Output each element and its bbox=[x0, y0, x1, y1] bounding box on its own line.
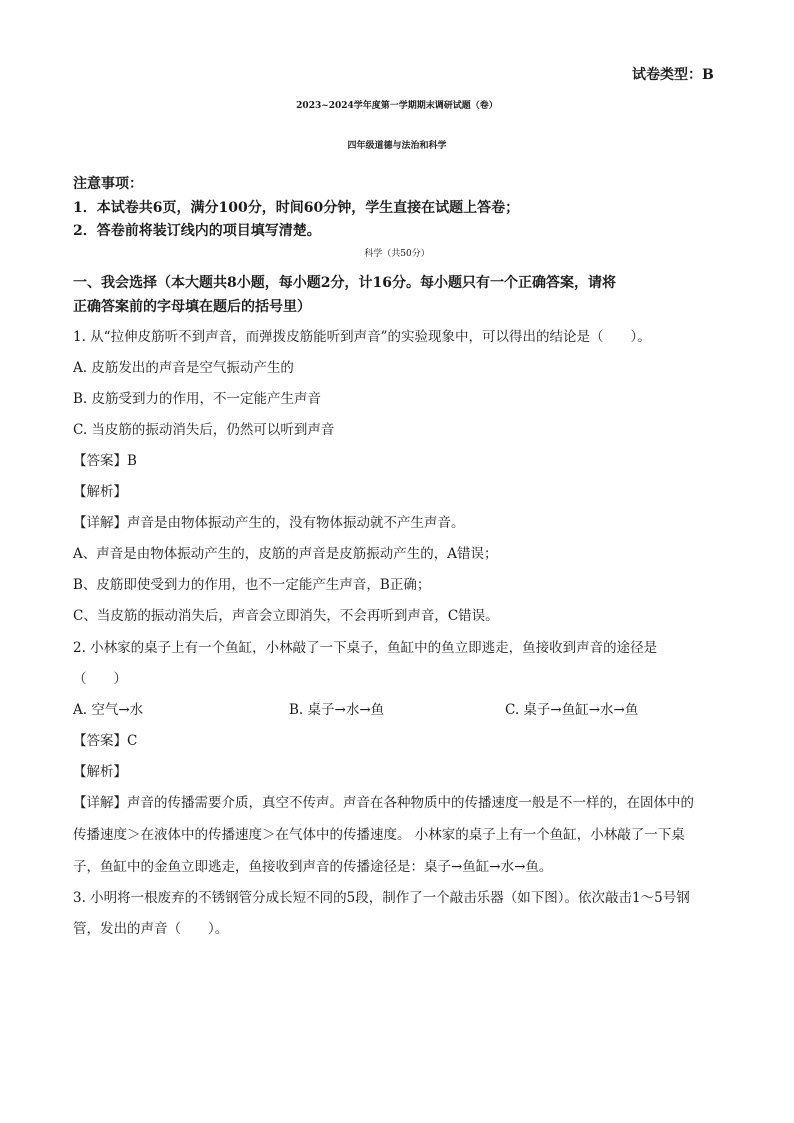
option-c: C. 当皮筋的振动消失后，仍然可以听到声音 bbox=[73, 422, 335, 438]
option-b: B. 皮筋受到力的作用，不一定能产生声音 bbox=[73, 391, 322, 407]
option-a: A. 皮筋发出的声音是空气振动产生的 bbox=[73, 360, 294, 376]
detail-line: A、声音是由物体振动产生的，皮筋的声音是皮筋振动产生的，A错误； bbox=[73, 546, 498, 562]
answer-label: 【答案】C bbox=[73, 733, 138, 749]
question-stem: 管，发出的声音（ ）。 bbox=[73, 921, 229, 937]
section-title: 科学（共50分） bbox=[364, 249, 430, 259]
exam-subtitle: 四年级道德与法治和科学 bbox=[347, 141, 447, 151]
exam-title: 2023~2024学年度第一学期期末调研试题（卷） bbox=[296, 101, 498, 111]
option-a: A. 空气→水 bbox=[73, 702, 144, 718]
analysis-label: 【解析】 bbox=[73, 484, 127, 500]
option-b: B. 桌子→水→鱼 bbox=[289, 702, 385, 718]
question-stem: （ ） bbox=[73, 671, 127, 687]
question-stem: 1. 从“拉伸皮筋听不到声音，而弹拨皮筋能听到声音”的实验现象中，可以得出的结论是（ ）。 bbox=[73, 329, 651, 345]
detail-line: 【详解】声音的传播需要介质，真空不传声。声音在各种物质中的传播速度一般是不一样的，在固体中的 bbox=[73, 795, 694, 811]
option-c: C. 桌子→鱼缸→水→鱼 bbox=[505, 702, 639, 718]
question-stem: 2. 小林家的桌子上有一个鱼缸，小林敲了一下桌子，鱼缸中的鱼立即逃走，鱼接收到声音的途径是 bbox=[73, 640, 658, 656]
part-heading: 正确答案前的字母填在题后的括号里） bbox=[73, 299, 311, 315]
detail-line: C、当皮筋的振动消失后，声音会立即消失，不会再听到声音，C错误。 bbox=[73, 608, 499, 624]
notes-item: 2．答卷前将装订线内的项目填写清楚。 bbox=[73, 223, 321, 239]
detail-line: 传播速度＞在液体中的传播速度＞在气体中的传播速度。 小林家的桌子上有一个鱼缸，小林敲了一下桌 bbox=[73, 827, 685, 843]
analysis-label: 【解析】 bbox=[73, 764, 127, 780]
paper-type-label: 试卷类型：B bbox=[632, 67, 714, 83]
part-heading: 一、我会选择（本大题共8小题，每小题2分，计16分。每小题只有一个正确答案，请将 bbox=[73, 275, 616, 291]
detail-line: 子，鱼缸中的金鱼立即逃走，鱼接收到声音的传播途径是：桌子→鱼缸→水→鱼。 bbox=[73, 859, 553, 875]
detail-line: B、皮筋即使受到力的作用，也不一定能产生声音，B正确； bbox=[73, 577, 431, 593]
answer-label: 【答案】B bbox=[73, 453, 137, 469]
notes-item: 1．本试卷共6页，满分100分，时间60分钟，学生直接在试题上答卷； bbox=[73, 200, 520, 216]
question-stem: 3. 小明将一根废弃的不锈钢管分成长短不同的5段，制作了一个敲击乐器（如下图）。依次敲击1～5号钢 bbox=[73, 890, 690, 906]
detail-line: 【详解】声音是由物体振动产生的，没有物体振动就不产生声音。 bbox=[73, 515, 465, 531]
notes-heading: 注意事项： bbox=[73, 176, 143, 192]
